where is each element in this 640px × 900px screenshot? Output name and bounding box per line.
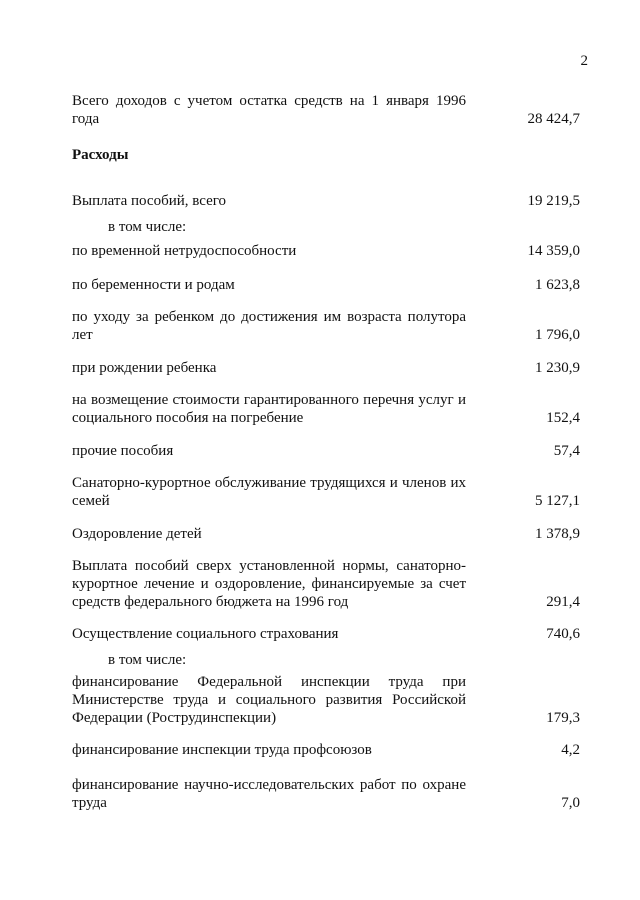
item-row [72, 276, 580, 294]
item-amount: 1 623,8 [535, 277, 580, 293]
item-label: по беременности и родам [72, 277, 235, 293]
item-amount: 5 127,1 [535, 493, 580, 509]
item-row [72, 359, 580, 377]
item-label: Санаторно-курортное обслуживание трудящихся и членов их семей [72, 475, 466, 509]
item-label: по временной нетрудоспособности [72, 243, 297, 259]
item-amount: 57,4 [553, 443, 580, 459]
item-amount: 291,4 [546, 594, 580, 610]
item-amount: 1 230,9 [535, 360, 580, 376]
item-label: по уходу за ребенком до достижения им возраста полутора лет [72, 309, 466, 343]
item-amount: 1 796,0 [535, 327, 580, 343]
item-amount: 14 359,0 [527, 243, 580, 259]
item-row [72, 242, 580, 260]
page-number: 2 [580, 53, 588, 69]
item-label: при рождении ребенка [72, 360, 217, 376]
item-row [72, 673, 580, 727]
item-row [72, 525, 580, 543]
item-amount: 152,4 [546, 410, 580, 426]
item-label: на возмещение стоимости гарантированного перечня услуг и социального пособия на погребение [72, 392, 466, 426]
item-amount: 179,3 [546, 710, 580, 726]
item-label: финансирование научно-исследовательских работ по охране труда [72, 777, 466, 811]
item-row [72, 625, 580, 643]
item-row [72, 192, 580, 210]
item-label: Оздоровление детей [72, 526, 202, 542]
item-label: Осуществление социального страхования [72, 626, 339, 642]
item-row [72, 442, 580, 460]
subheading-including: в том числе: [108, 219, 187, 235]
item-label: Выплата пособий сверх установленной нормы, санаторно-курортное лечение и оздоровление, финансируемые за счет средств федерального бюджета на 1996 год [72, 558, 466, 610]
item-row [72, 308, 580, 344]
item-amount: 740,6 [546, 626, 580, 642]
item-amount: 19 219,5 [527, 193, 580, 209]
item-label: Выплата пособий, всего [72, 193, 227, 209]
item-label: прочие пособия [72, 443, 174, 459]
total-income-row [72, 92, 580, 128]
item-row [72, 557, 580, 611]
item-row [72, 776, 580, 812]
item-label: финансирование инспекции труда профсоюзов [72, 742, 372, 758]
item-row [72, 391, 580, 427]
expenses-heading: Расходы [72, 147, 129, 163]
total-income-amount: 28 424,7 [527, 111, 580, 127]
item-row [72, 474, 580, 510]
subheading-including: в том числе: [108, 652, 187, 668]
item-amount: 7,0 [561, 795, 580, 811]
item-amount: 4,2 [561, 742, 580, 758]
item-label: финансирование Федеральной инспекции труда при Министерстве труда и социального развития Российской Федерации (Рострудинспекции) [72, 674, 466, 726]
total-income-label: Всего доходов с учетом остатка средств на 1 января 1996 года [72, 93, 466, 127]
item-amount: 1 378,9 [535, 526, 580, 542]
item-row [72, 741, 580, 759]
